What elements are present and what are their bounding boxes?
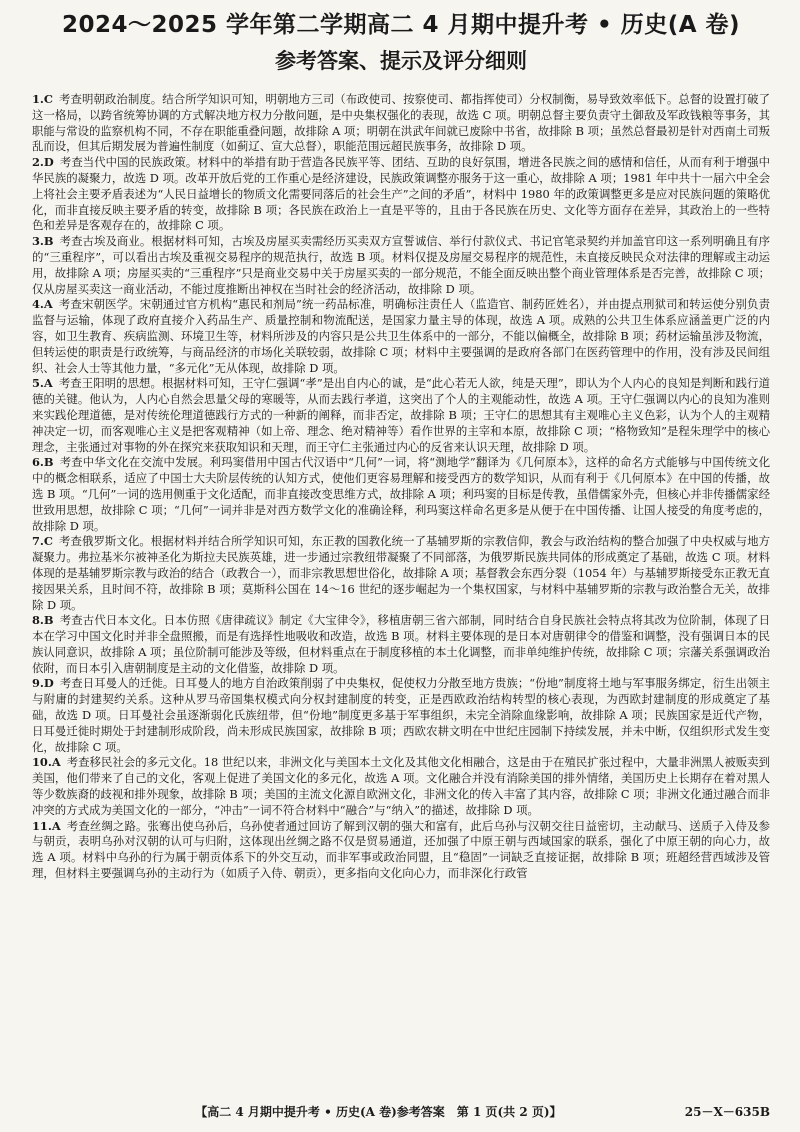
answer-item	[32, 534, 770, 613]
question-number: 9.	[32, 676, 44, 691]
question-number: 3.	[32, 234, 44, 249]
answer-letter: A	[51, 818, 61, 833]
question-number: 6.	[32, 455, 44, 470]
answer-letter: B	[43, 234, 54, 249]
answer-item	[32, 297, 770, 376]
answer-letter: B	[43, 613, 54, 628]
explanation-text: 考查王阳明的思想。根据材料可知，王守仁强调“孝”是出自内心的诚，是“此心若无人欲，纯是天理”，即认为个人内心的良知是判断和践行道德的关键。他认为，人内心自然会思量父母的寒暖等，从而去践行孝道，这突出了个人的主观能动性，故选 A 项。王守仁强调以内心的良知为准则来实践伦理道德，是对传统伦理道德践行方式的一种新的阐释，而非否定，故排除 B 项；王守仁的思想其有主观唯心主义色彩，认为个人的主观精神决定一切，而客观唯心主义是把客观精神（如上帝、理念、绝对精神等）看作世界的主宰和本原，故排除 C 项；“格物致知”是程朱理学中的核心理念，主张通过对事物的外在探究来获取知识和天理，而王守仁主张通过内心的反省来认识天理，故排除 D 项。	[32, 376, 770, 454]
footer-code: 25－X－635B	[684, 1105, 770, 1119]
question-number: 2.	[32, 155, 44, 170]
answer-item	[32, 755, 770, 818]
explanation-text: 考查俄罗斯文化。根据材料并结合所学知识可知，东正教的国教化统一了基辅罗斯的宗教信仰，教会与政治结构的整合加强了中央权威与地方凝聚力。弗拉基米尔被神圣化为斯拉夫民族英雄，进一步通过宗教纽带凝聚了不同部落，为俄罗斯民族共同体的形成奠定了基础，故选 C 项。材料体现的是基辅罗斯宗教与政治的结合（政教合一），而非宗教思想世俗化，故排除 A 项；基督教会东西分裂（1054 年）与基辅罗斯接受东正教无直接因果关系，且时间不符，故排除 B 项；莫斯科公国在 14～16 世纪的逐步崛起为一个集权国家，与材料中基辅罗斯的宗教与政治整合无关，故排除 D 项。	[32, 534, 770, 612]
answer-letter: A	[51, 755, 61, 770]
answer-item	[32, 155, 770, 234]
explanation-text: 考查古代日本文化。日本仿照《唐律疏议》制定《大宝律令》，移植唐朝三省六部制，同时结合自身民族社会特点将其改为位阶制，体现了日本在学习中国文化时并非全盘照搬，而是有选择性地吸收和改造，故选 B 项。材料主要体现的是日本对唐朝律令的借鉴和调整，没有强调日本的民族认同意识，故排除 A 项；虽位阶制可能涉及等级，但材料重点在于制度移植的本土化调整，而非单纯维护传统，故排除 C 项；宗藩关系强调政治依附，而日本引入唐朝制度是主动的文化借鉴，故排除 D 项。	[32, 613, 770, 675]
explanation-text: 考查移民社会的多元文化。18 世纪以来，非洲文化与美国本土文化及其他文化相融合，这是由于在殖民扩张过程中，大量非洲黑人被贩卖到美国，他们带来了自己的文化，客观上促进了美国文化的多元化，故选 A 项。文化融合并没有消除美国的排外情绪，美国历史上长期存在着对黑人等少数族裔的歧视和排外现象，故排除 B 项；美国的主流文化源自欧洲文化，非洲文化的传入丰富了其内容，故排除 C 项；非洲文化通过融合而非冲突的方式成为美国文化的一部分，“冲击”一词不符合材料中“融合”与“纳入”的描述，故排除 D 项。	[32, 755, 770, 817]
question-number: 10.	[32, 755, 52, 770]
explanation-text: 考查古埃及商业。根据材料可知，古埃及房屋买卖需经历买卖双方宣誓诚信、举行付款仪式、书记官笔录契约并加盖官印这一系列明确且有序的“三重程序”，可以看出古埃及重视交易程序的规范执行，故选 B 项。材料仅提及房屋交易程序的规范性，未直接反映民众对法律的理解或主动运用，故排除 A 项；房屋买卖的“三重程序”只是商业交易中关于房屋买卖的一部分规范，不能全面反映出整个商业管理体系是否完善，故排除 C 项；仅从房屋买卖这一商业活动，不能过度推断出神权在当时社会的经济活动，故排除 D 项。	[32, 234, 770, 296]
answer-item	[32, 234, 770, 297]
answer-letter: C	[43, 92, 53, 106]
answer-item	[32, 676, 770, 755]
page-subtitle: 参考答案、提示及评分细则	[275, 49, 527, 73]
answer-letter: C	[43, 534, 53, 549]
question-number: 5.	[32, 376, 44, 391]
answer-letter: D	[43, 155, 54, 170]
page-title: 2024～2025 学年第二学期高二 4 月期中提升考 • 历史(A 卷)	[61, 12, 741, 38]
answer-letter: A	[43, 376, 53, 391]
explanation-text: 考查明朝政治制度。结合所学知识可知，明朝地方三司（布政使司、按察使司、都指挥使司）分权制衡，易导致效率低下。总督的设置打破了这一格局，以跨省统筹协调的方式解决地方权力分散问题，是中央集权强化的表现，故选 C 项。明朝总督主要负责守土御敌及军政钱粮等事务，其职能与常设的监察机构不同，不存在职能重叠问题，故排除 A 项；明朝在洪武年间就已废除中书省，故排除 B 项；虽然总督最初是针对西南土司叛乱而设，但其后期发展为普遍性制度（如蓟辽、宣大总督），职能范围远超民族事务，故排除 D 项。	[32, 92, 770, 154]
explanation-text: 考查中华文化在交流中发展。利玛窦借用中国古代汉语中“几何”一词，将“测地学”翻译为《几何原本》，这样的命名方式能够与中国传统文化中的概念相联系，适应了中国士大夫阶层传统的认知方式，使他们更容易理解和接受西方的数学知识，从而有利于《几何原本》在中国的传播，故选 B 项。“几何”一词的选用侧重于文化适配，而非直接改变思维方式，故排除 A 项；利玛窦的目标是传教，虽借儒家外壳，但核心并非传播儒家经世致用思想，故排除 C 项；“几何”一词并非是对西方数学文化的准确诠释，利玛窦这样命名更多是从便于在中国传播、让国人接受的角度考虑的，故排除 D 项。	[32, 455, 770, 533]
answer-item	[32, 376, 770, 455]
question-number: 7.	[32, 534, 44, 549]
answer-list	[32, 92, 770, 1064]
explanation-text: 考查丝绸之路。张骞出使乌孙后，乌孙使者通过回访了解到汉朝的强大和富有，此后乌孙与汉朝交往日益密切，主动献马、送质子入侍及参与朝贡，表明乌孙对汉朝的认可与归附，这体现出丝绸之路不仅是贸易通道，还加强了中原王朝与西域国家的联系，强化了中原王朝的向心力，故选 A 项。材料中乌孙的行为属于朝贡体系下的外交互动，而非军事或政治同盟，且“稳固”一词缺乏直接证据，故排除 B 项；班超经营西域涉及管理，但材料主要强调乌孙的主动行为（如质子入侍、朝贡），更多指向文化向心力，而非深化行政管	[32, 818, 770, 881]
answer-item	[32, 455, 770, 534]
answer-letter: A	[43, 297, 53, 312]
question-number: 11.	[32, 818, 52, 833]
page-footer	[32, 1104, 770, 1120]
explanation-text: 考查日耳曼人的迁徙。日耳曼人的地方自治政策削弱了中央集权，促使权力分散至地方贵族；“份地”制度将土地与军事服务绑定，衍生出领主与附庸的封建契约关系。这种从罗马帝国集权模式向分权封建制度的转变，正是西欧政治结构转型的核心表现，为西欧封建制度的形成奠定了基础，故选 D 项。日耳曼社会虽逐渐弱化氏族纽带，但“份地”制度更多基于军事组织，未完全消除血缘影响，故排除 A 项；民族国家是近代产物，日耳曼迁徙时期处于封建制形成阶段，尚未形成民族国家，故排除 B 项；西欧农耕文明在中世纪庄园制下持续发展，并未中断，仅组织形式发生变化，故排除 C 项。	[32, 676, 770, 754]
answer-item	[32, 819, 770, 882]
answer-letter: B	[43, 455, 54, 470]
explanation-text: 考查当代中国的民族政策。材料中的举措有助于营造各民族平等、团结、互助的良好氛围，增进各民族之间的感情和信任，从而有利于增强中华民族的凝聚力，故选 D 项。改革开放后党的工作重心是经济建设，民族政策调整亦服务于这一重心，故排除 A 项；1981 年中共十一届六中全会上将社会主要矛盾表述为“人民日益增长的物质文化需要同落后的社会生产”之间的矛盾”，材料中 1980 年的政策调整更多是应对民族问题的策略优化，而非直接反映主要矛盾的转变，故排除 B 项；各民族在政治上一直是平等的，且由于各民族在历史、文化等方面存在差异，其政治上的一些特色和差异是客观存在的，故排除 C 项。	[32, 155, 770, 233]
question-number: 8.	[32, 613, 44, 628]
question-number: 4.	[32, 297, 44, 312]
footer-label: 【高二 4 月期中提升考 • 历史(A 卷)参考答案 第 1 页(共 2 页)】	[195, 1105, 562, 1119]
question-number: 1.	[32, 92, 44, 106]
answer-item	[32, 613, 770, 676]
answer-item	[32, 92, 770, 155]
answer-letter: D	[43, 676, 54, 691]
explanation-text: 考查宋朝医学。宋朝通过官方机构“惠民和剂局”统一药品标准，明确标注责任人（监造官、制药匠姓名），并由提点刑狱司和转运使分别负责监督与运输，体现了政府直接介入药品生产、质量控制和物流配送，是国家力量主导的体现，故选 A 项。成熟的公共卫生体系应涵盖更广泛的内容，如卫生教育、疾病监测、环境卫生等，材料所涉及的内容只是公共卫生体系中的一部分，不能以偏概全，故排除 B 项；药材运输虽涉及物流，但转运使的职责是行政统筹，与商品经济的市场化关联较弱，故排除 C 项；材料中主要强调的是政府各部门在医药管理中的作用，没有涉及民间组织、社会人士等其他力量，“多元化”无从体现，故排除 D 项。	[32, 297, 770, 375]
